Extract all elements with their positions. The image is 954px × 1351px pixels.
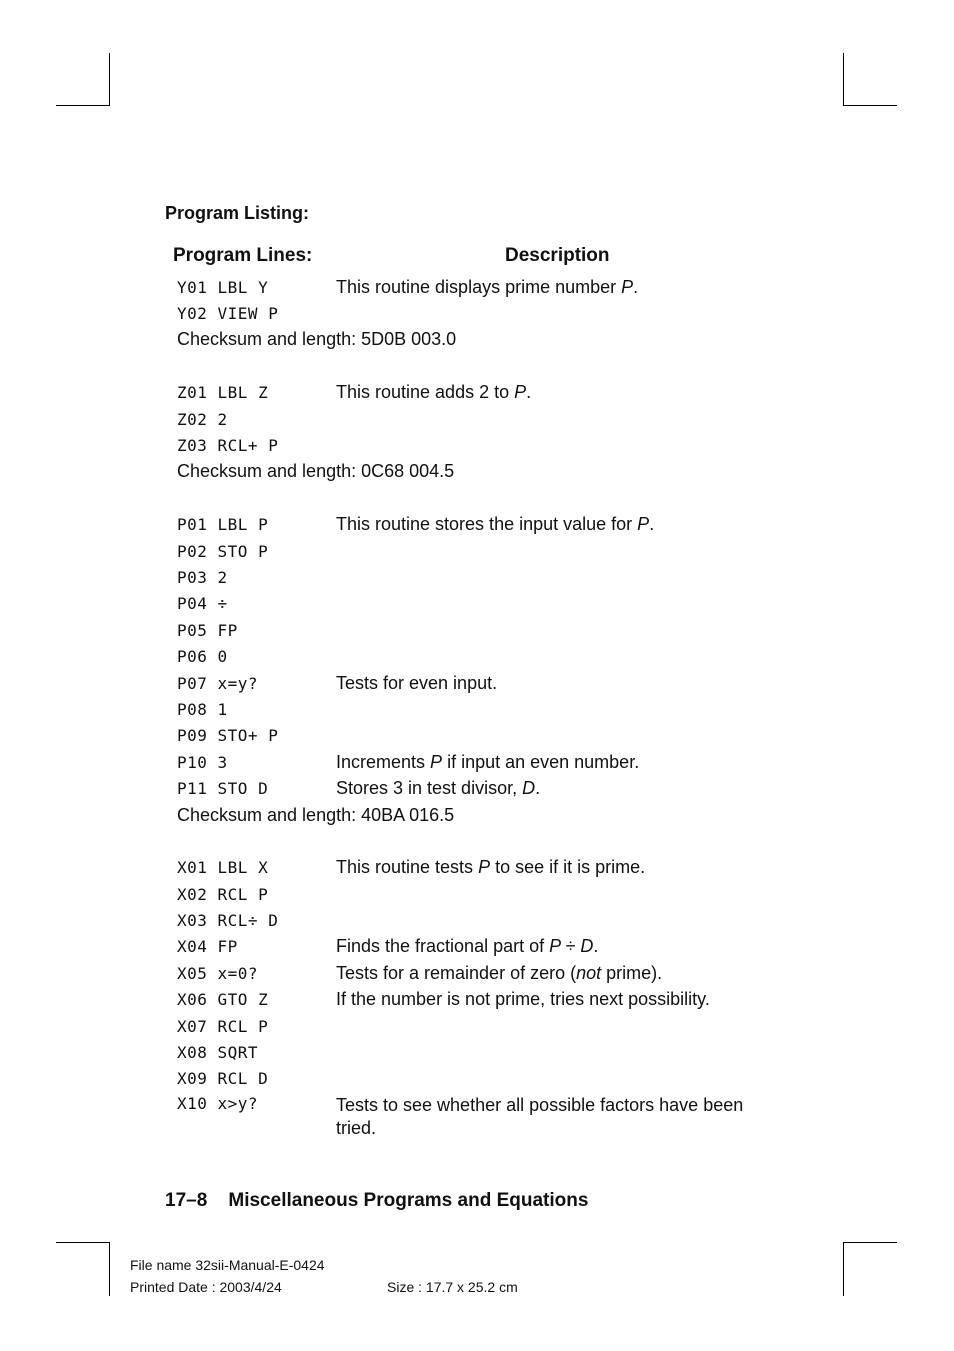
description-variable: P [621, 276, 634, 297]
description-variable: P [637, 514, 650, 535]
program-listing [177, 274, 797, 1144]
page-size: Size : 17.7 x 25.2 cm [387, 1279, 518, 1295]
description-text-end: . [633, 276, 639, 297]
program-line-code: X08 SQRT [177, 1043, 259, 1063]
group-spacer [177, 353, 797, 379]
program-line [177, 564, 797, 590]
description-text: Tests to see whether all possible factors have been tried. [336, 1095, 744, 1139]
program-line-code: P01 LBL P [177, 515, 269, 535]
program-line-description [336, 514, 654, 535]
crop-mark-top-right-v [843, 53, 844, 106]
description-text: This routine stores the input value for [336, 514, 638, 535]
description-text: This routine tests [336, 857, 479, 878]
description-text-end: . [593, 936, 599, 957]
program-line-code: P06 0 [177, 647, 228, 667]
program-line [177, 617, 797, 643]
program-line-code: Z03 RCL+ P [177, 436, 279, 456]
checksum-line: Checksum and length: 0C68 004.5 [177, 461, 455, 482]
description-variable: P [430, 751, 443, 772]
program-line-code: P05 FP [177, 620, 238, 640]
program-line-description [336, 673, 497, 694]
program-line [177, 1013, 797, 1039]
description-variable: not [576, 962, 602, 983]
program-line [177, 907, 797, 933]
crop-mark-top-left-h [56, 105, 110, 106]
description-text-end: . [526, 382, 532, 403]
description-text: Finds the fractional part of [336, 936, 550, 957]
description-text-end: to see if it is prime. [490, 857, 646, 878]
program-line-description [336, 277, 638, 298]
program-line [177, 643, 797, 669]
program-line [177, 723, 797, 749]
program-line-code: X04 FP [177, 937, 238, 957]
description-text-end: . [535, 778, 541, 799]
printed-date: Printed Date : 2003/4/24 [130, 1279, 282, 1295]
program-line-code: P10 3 [177, 752, 228, 772]
description-variable: P ÷ D [549, 936, 594, 957]
program-line-code: Y01 LBL Y [177, 277, 269, 297]
group-spacer [177, 828, 797, 854]
program-line-code: P02 STO P [177, 541, 269, 561]
program-line-description [336, 963, 662, 984]
description-text: This routine displays prime number [336, 276, 622, 297]
page-footer-title: 17–8 Miscellaneous Programs and Equations [165, 1190, 589, 1211]
description-text: Tests for a remainder of zero ( [336, 962, 577, 983]
description-text-end: if input an even number. [442, 751, 640, 772]
description-text: This routine adds 2 to [336, 382, 515, 403]
program-line-code: P03 2 [177, 567, 228, 587]
program-line [177, 960, 797, 986]
program-line-code: Y02 VIEW P [177, 304, 279, 324]
program-line [177, 696, 797, 722]
program-line-description [336, 778, 540, 799]
program-line [177, 775, 797, 801]
column-header-program-lines: Program Lines: [173, 245, 313, 266]
crop-mark-top-right-h [843, 105, 897, 106]
program-line-description [336, 752, 639, 773]
crop-mark-bottom-right-v [843, 1242, 844, 1296]
description-text: Increments [336, 751, 431, 772]
program-line-code: X05 x=0? [177, 963, 259, 983]
program-line [177, 274, 797, 300]
program-line [177, 432, 797, 458]
description-text-end: prime). [601, 962, 663, 983]
program-line-code: X07 RCL P [177, 1016, 269, 1036]
program-line-code: X02 RCL P [177, 884, 269, 904]
program-line-code: P04 ÷ [177, 594, 228, 614]
program-line-code: X01 LBL X [177, 858, 269, 878]
crop-mark-bottom-left-v [109, 1242, 110, 1296]
program-line [177, 406, 797, 432]
group-spacer [177, 485, 797, 511]
crop-mark-bottom-right-h [843, 1242, 897, 1243]
program-line-code: X06 GTO Z [177, 990, 269, 1010]
crop-mark-bottom-left-h [56, 1242, 110, 1243]
program-line-code: P11 STO D [177, 779, 269, 799]
program-line-description [336, 382, 531, 403]
description-text: If the number is not prime, tries next possibility. [336, 989, 710, 1010]
program-line-code: X09 RCL D [177, 1069, 269, 1089]
column-header-description: Description [505, 245, 610, 266]
program-line [177, 512, 797, 538]
checksum-line: Checksum and length: 40BA 016.5 [177, 804, 455, 825]
program-line-code: P08 1 [177, 699, 228, 719]
crop-mark-top-left-v [109, 53, 110, 106]
program-line-code: Z01 LBL Z [177, 383, 269, 403]
program-line-code: X10 x>y? [177, 1094, 259, 1114]
program-line-code: X03 RCL÷ D [177, 911, 279, 931]
program-line [177, 1092, 797, 1144]
program-line [177, 987, 797, 1013]
program-line [177, 749, 797, 775]
program-line [177, 1039, 797, 1065]
description-variable: P [478, 857, 491, 878]
description-text: Tests for even input. [336, 672, 498, 693]
description-variable: P [514, 382, 527, 403]
description-variable: D [522, 778, 536, 799]
program-line [177, 300, 797, 326]
program-line-description [336, 857, 645, 878]
program-line [177, 1066, 797, 1092]
program-line-description [336, 1094, 766, 1140]
file-name: File name 32sii-Manual-E-0424 [130, 1257, 325, 1273]
program-line [177, 881, 797, 907]
program-line [177, 591, 797, 617]
program-line [177, 855, 797, 881]
description-text: Stores 3 in test divisor, [336, 778, 523, 799]
program-line [177, 380, 797, 406]
program-line-code: P07 x=y? [177, 673, 259, 693]
program-line-description [336, 989, 710, 1010]
program-line [177, 670, 797, 696]
checksum-line: Checksum and length: 5D0B 003.0 [177, 329, 457, 350]
description-text-end: . [649, 514, 655, 535]
program-line [177, 934, 797, 960]
program-line-code: P09 STO+ P [177, 726, 279, 746]
program-line-description [336, 936, 598, 957]
program-line-code: Z02 2 [177, 409, 228, 429]
section-heading: Program Listing: [165, 203, 310, 223]
program-line [177, 538, 797, 564]
